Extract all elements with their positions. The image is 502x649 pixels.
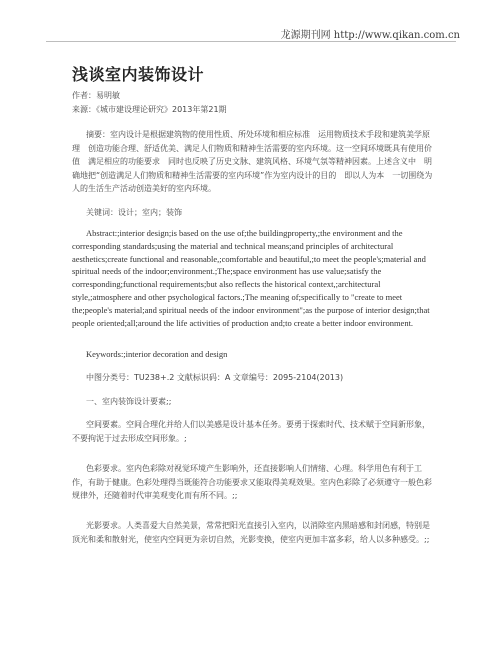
header-divider <box>46 41 456 42</box>
section-heading: 一、室内装饰设计要素;; <box>86 397 172 406</box>
keywords-english: Keywords:;interior decoration and design <box>86 349 228 359</box>
paragraph-light-element: 光影要求。人类喜爱大自然美景，常常把阳光直接引入室内，以消除室内黑暗感和封闭感，特别是顶光和柔和散射光，使室内空间更为亲切自然，光影变换，使室内更加丰富多彩，给人以多种感受。;; <box>72 521 430 544</box>
journal-site-link[interactable]: 龙源期刊网 http://www.qikan.com.cn <box>280 30 460 41</box>
article-title: 浅谈室内装饰设计 <box>72 65 205 84</box>
source-line: 来源：《城市建设理论研究》2013年第21期 <box>72 105 227 114</box>
abstract-english: Abstract:;interior design;is based on the use of;the buildingproperty,;the environment and the corresponding standards;using the material and technical means;and principles of architectural aesthetics;create functional and reasonable,;comfortable and beautiful,;to meet the people's;material and spiritual needs of the indoor;environment.;The;space environment has use value;satisfy the corresponding;functional requirements;but also reflects the historical context,;architectural style,;atmosphere and other psychological factors.;The meaning of;specifically to "create to meet the;people's material;and spiritual needs of the indoor environment";as the purpose of interior design;that people oriented;all;around the life activities of production and;to create a better indoor environment. <box>72 228 430 328</box>
author-line: 作者：易明敏 <box>72 91 120 100</box>
classification-line: 中图分类号：TU238+.2 文献标识码：A 文章编号：2095-2104(2013) <box>86 373 344 382</box>
keywords-chinese: 关键词：设计；室内；装饰 <box>86 208 182 217</box>
abstract-chinese: 摘要：室内设计是根据建筑物的使用性质、所处环境和相应标准 运用物质技术手段和建筑美学原理 创造功能合理、舒适优美、满足人们物质和精神生活需要的室内环境。这一空间环境既具有使用价值 满足相应的功能要求 同时也反映了历史文脉、建筑风格、环境气氛等精神因素。上述含义中 明确地把“创造满足人们物质和精神生活需要的室内环境”作为室内设计的目的 即以人为本 一切围绕为人的生活生产活动创造美好的室内环境。 <box>72 130 433 193</box>
paragraph-color-element: 色彩要求。室内色彩除对视觉环境产生影响外，还直接影响人们情绪、心理。科学用色有利于工作，有助于健康。色彩处理得当既能符合功能要求又能取得美观效果。室内色彩除了必须遵守一般色彩规律外，还随着时代审美观变化而有所不同。;; <box>72 464 432 500</box>
paragraph-space-element: 空间要素。空间合理化并给人们以美感是设计基本任务。要勇于探索时代、技术赋于空间新形象，不要拘泥于过去形成空间形象。; <box>72 420 430 443</box>
